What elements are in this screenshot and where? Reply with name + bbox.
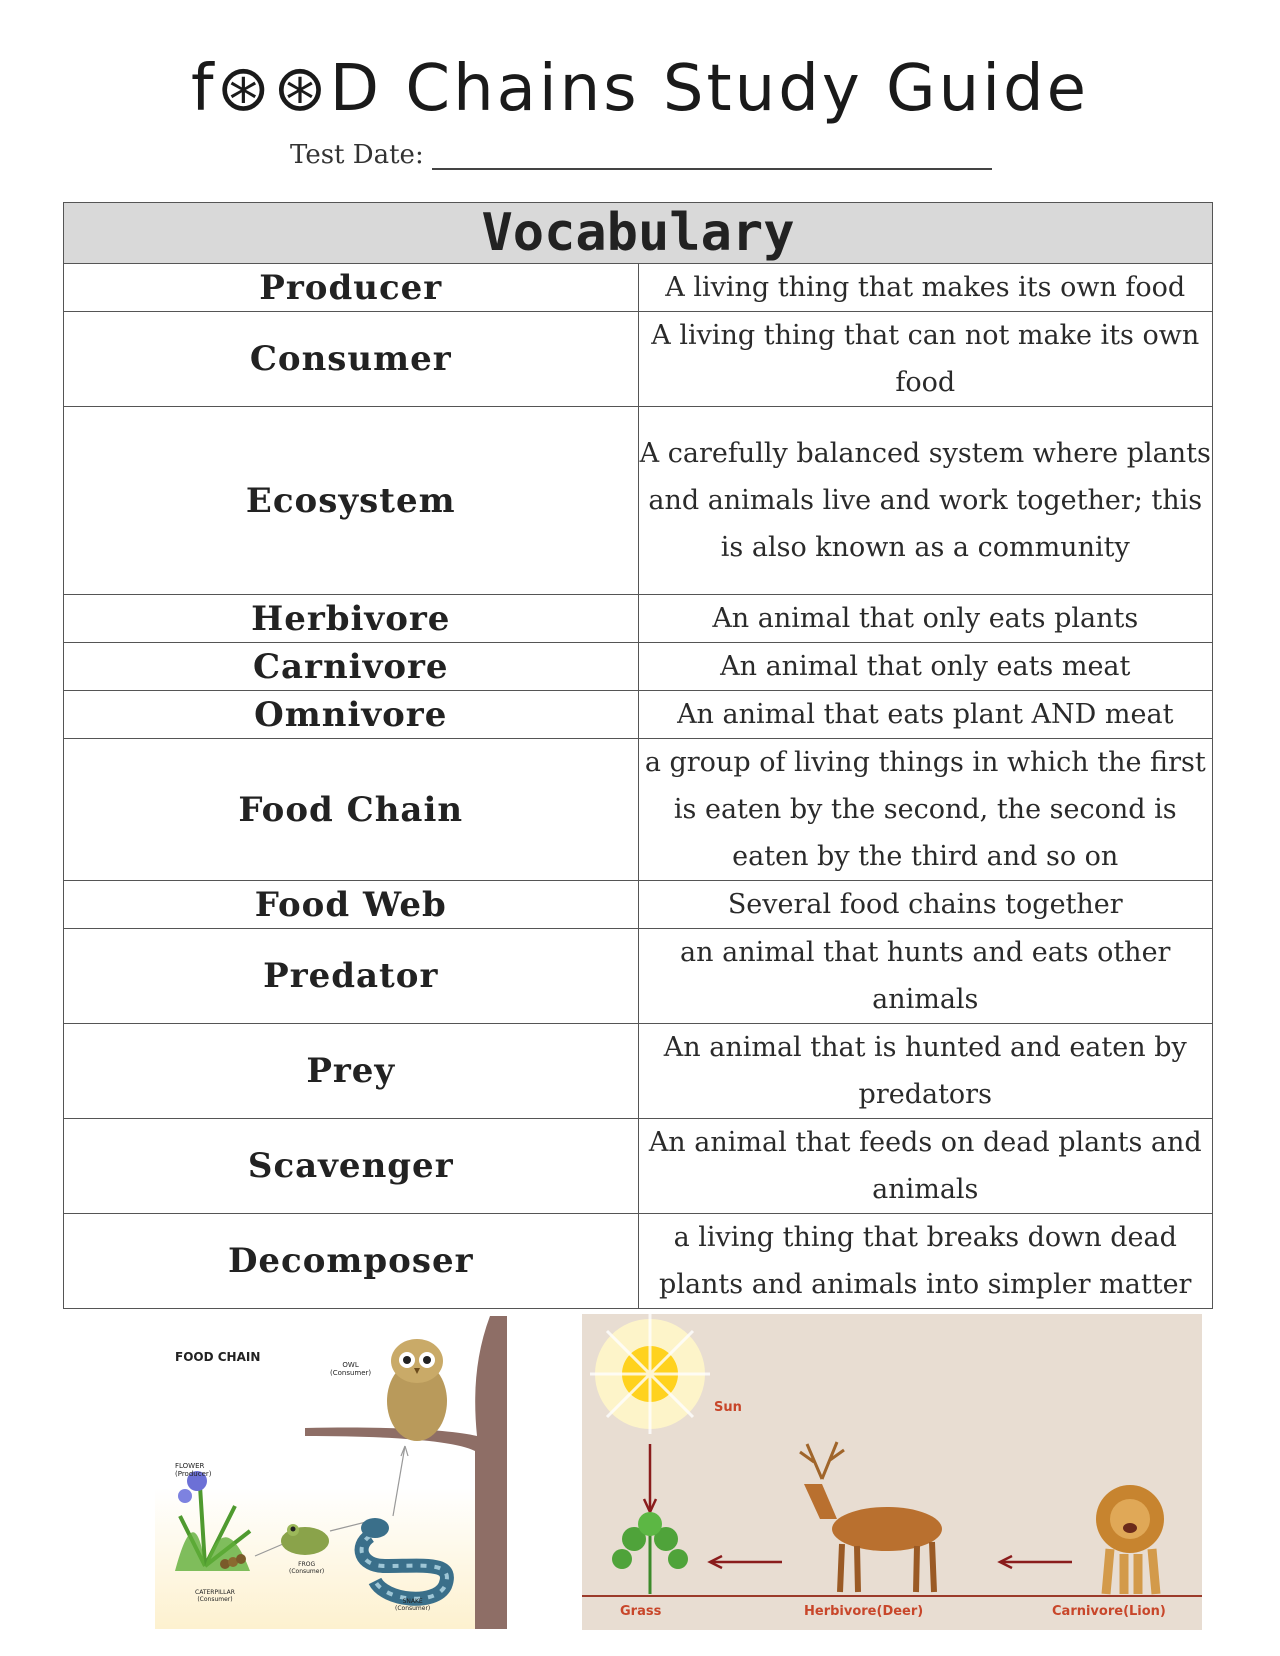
carnivore-label: Carnivore(Lion) xyxy=(1052,1604,1166,1619)
vocab-definition: An animal that is hunted and eaten by predators xyxy=(638,1024,1213,1119)
vocab-term: Carnivore xyxy=(64,643,639,691)
energy-flow-illustration xyxy=(582,1314,1202,1630)
table-row xyxy=(64,929,1213,1024)
vocab-definition: An animal that feeds on dead plants and animals xyxy=(638,1119,1213,1214)
deer-icon xyxy=(800,1442,942,1592)
owl-icon xyxy=(387,1339,447,1441)
table-row xyxy=(64,1024,1213,1119)
vocab-term: Predator xyxy=(64,929,639,1024)
sun-icon xyxy=(590,1314,710,1434)
vocab-term: Prey xyxy=(64,1024,639,1119)
vocab-definition: a group of living things in which the first is eaten by the second, the second is eaten by the third and so on xyxy=(638,739,1213,881)
grass-label: Grass xyxy=(620,1604,662,1619)
test-date-blank-line xyxy=(432,142,992,170)
table-row xyxy=(64,1214,1213,1309)
vocab-term: Food Chain xyxy=(64,739,639,881)
vocab-definition: A carefully balanced system where plants and animals live and work together; this is also known as a community xyxy=(638,407,1213,595)
test-date-label: Test Date: xyxy=(290,140,424,170)
vocab-term: Consumer xyxy=(64,312,639,407)
table-row xyxy=(64,691,1213,739)
plant-icon xyxy=(612,1512,688,1594)
vocab-term: Decomposer xyxy=(64,1214,639,1309)
vocab-definition: A living thing that makes its own food xyxy=(638,264,1213,312)
vocab-term: Scavenger xyxy=(64,1119,639,1214)
arrow-snake-to-owl xyxy=(393,1446,405,1516)
table-row xyxy=(64,643,1213,691)
snake-label: SNAKE (Consumer) xyxy=(395,1598,431,1612)
vocab-definition: An animal that eats plant AND meat xyxy=(638,691,1213,739)
vocab-term: Omnivore xyxy=(64,691,639,739)
vocabulary-table xyxy=(63,202,1213,1309)
table-row xyxy=(64,1119,1213,1214)
table-row xyxy=(64,881,1213,929)
vocab-term: Producer xyxy=(64,264,639,312)
table-row xyxy=(64,312,1213,407)
caterpillar-label: CATERPILLAR (Consumer) xyxy=(195,1589,235,1603)
lion-icon xyxy=(1096,1485,1164,1594)
page-title: f⊛⊛D Chains Study Guide xyxy=(191,52,1089,126)
vocab-definition: An animal that only eats meat xyxy=(638,643,1213,691)
diagram-title: FOOD CHAIN xyxy=(175,1350,261,1364)
frog-icon xyxy=(281,1524,329,1555)
energy-flow-drawing xyxy=(582,1314,1202,1630)
table-row xyxy=(64,595,1213,643)
vocab-term: Ecosystem xyxy=(64,407,639,595)
test-date-field xyxy=(290,140,992,170)
food-chain-illustration xyxy=(155,1316,507,1629)
vocab-term: Food Web xyxy=(64,881,639,929)
sun-label: Sun xyxy=(714,1400,742,1415)
vocab-definition: a living thing that breaks down dead plants and animals into simpler matter xyxy=(638,1214,1213,1309)
vocab-definition: A living thing that can not make its own food xyxy=(638,312,1213,407)
vocab-definition: an animal that hunts and eats other animals xyxy=(638,929,1213,1024)
herbivore-label: Herbivore(Deer) xyxy=(804,1604,924,1619)
table-row xyxy=(64,739,1213,881)
table-row xyxy=(64,407,1213,595)
flower-label: FLOWER (Producer) xyxy=(175,1462,212,1478)
vocab-definition: Several food chains together xyxy=(638,881,1213,929)
frog-label: FROG (Consumer) xyxy=(289,1561,325,1575)
vocabulary-heading: Vocabulary xyxy=(64,203,1213,264)
snake-icon xyxy=(361,1518,447,1599)
owl-label: OWL (Consumer) xyxy=(330,1361,372,1377)
vocab-term: Herbivore xyxy=(64,595,639,643)
vocab-definition: An animal that only eats plants xyxy=(638,595,1213,643)
table-row xyxy=(64,264,1213,312)
